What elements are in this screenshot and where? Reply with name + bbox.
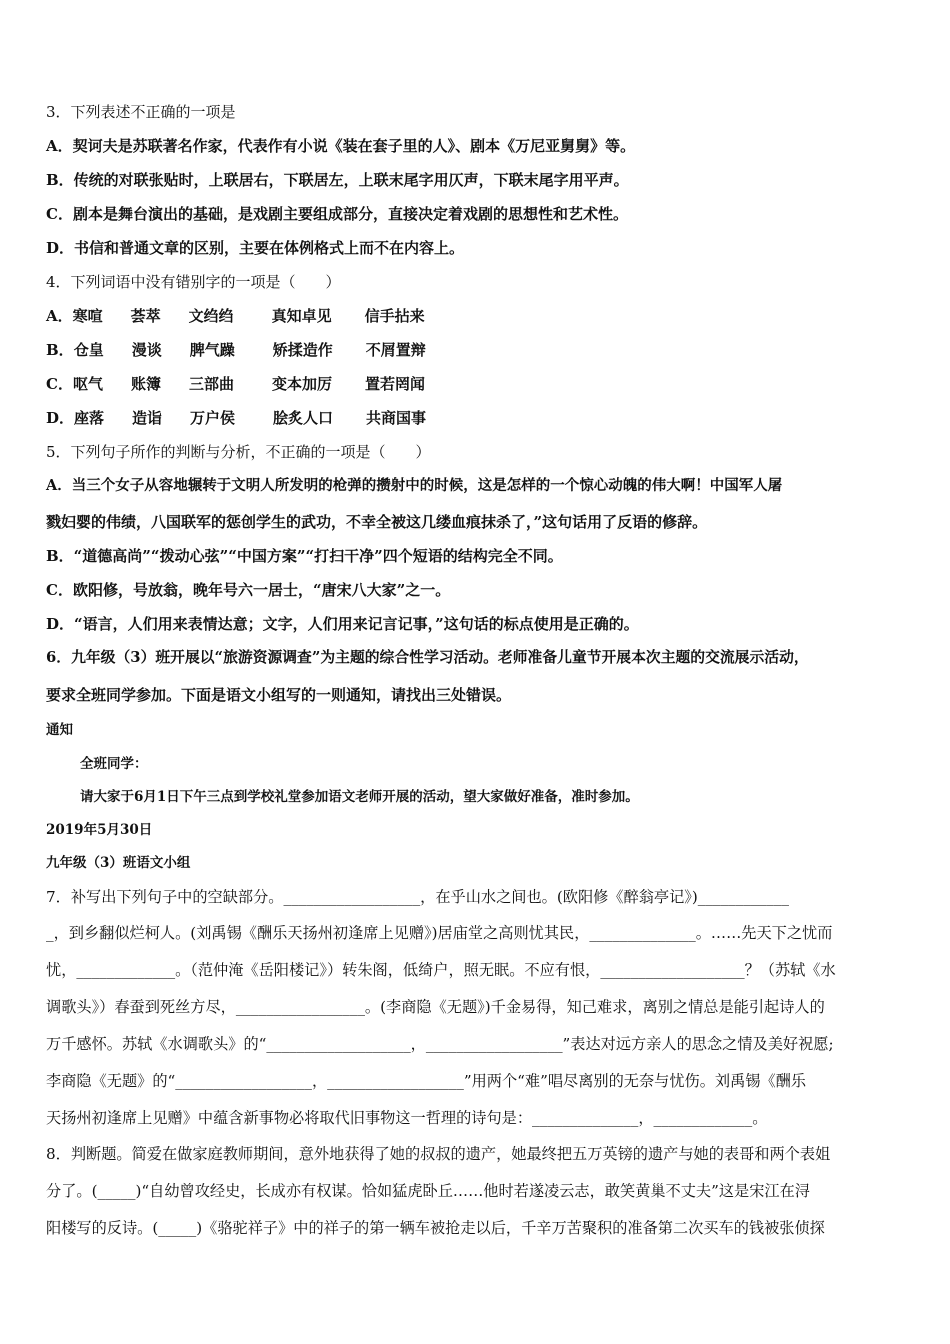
q7-line3: 忧，_____________。（范仲淹《岳阳楼记》）转朱阁，低绮户，照无眠。不应有恨，___________________？（苏轼《水 xyxy=(46,961,836,979)
q7-line5: 万千感怀。苏轼《水调歌头》的“___________________，__________________”表达对远方亲人的思念之情及美好祝愿; xyxy=(46,1035,834,1053)
q4-word: 置若罔闻 xyxy=(364,375,425,393)
q7-line6: 李商隐《无题》的“__________________，__________________”用两个“难”唱尽离别的无奈与忧伤。刘禹锡《酬乐 xyxy=(46,1072,807,1090)
q4-word: 仓皇 xyxy=(73,341,104,359)
notice-greeting: 全班同学： xyxy=(80,756,148,772)
q3-option-c: C．剧本是舞台演出的基础，是戏剧主要组成部分，直接决定着戏剧的思想性和艺术性。 xyxy=(46,205,628,223)
notice-date: 2019年5月30日 xyxy=(46,822,153,838)
q4-word: 共商国事 xyxy=(366,409,427,427)
q4-option-label: D． xyxy=(46,409,75,427)
notice-signer: 九年级（3）班语文小组 xyxy=(46,855,191,871)
q4-word: 万户侯 xyxy=(190,409,236,427)
notice-body: 请大家于6月1日下午三点到学校礼堂参加语文老师开展的活动，望大家做好准备，准时参加。 xyxy=(80,789,639,805)
q4-word: 脾气躁 xyxy=(189,341,235,359)
q3-option-b: B．传统的对联张贴时，上联居右，下联居左，上联末尾字用仄声，下联末尾字用平声。 xyxy=(46,171,629,189)
q4-word: 呕气 xyxy=(72,375,103,393)
q4-word: 脍炙人口 xyxy=(273,409,334,427)
q4-option-label: C． xyxy=(46,375,73,393)
q4-word: 变本加厉 xyxy=(271,375,332,393)
q4-option-b xyxy=(46,340,426,360)
q3-option-d: D．书信和普通文章的区别，主要在体例格式上而不在内容上。 xyxy=(46,239,465,257)
q7-line1: 7．补写出下列句子中的空缺部分。__________________，在乎山水之间也。(欧阳修《醉翁亭记》)____________ xyxy=(46,888,789,906)
q4-word: 造诣 xyxy=(132,409,163,427)
q3-stem: 3．下列表述不正确的一项是 xyxy=(46,103,236,121)
q5-option-b: B．“道德高尚”“拨动心弦”“中国方案”“打扫干净”四个短语的结构完全不同。 xyxy=(46,547,563,565)
notice-title: 通知 xyxy=(46,722,73,738)
q4-word: 三部曲 xyxy=(188,375,234,393)
q4-word: 寒喧 xyxy=(72,307,103,325)
q4-word: 信手拈来 xyxy=(364,307,425,325)
q7-line4: 调歌头》）春蚕到死丝方尽，_________________。(李商隐《无题》)千金易得，知己难求，离别之情总是能引起诗人的 xyxy=(46,998,825,1016)
q4-option-a xyxy=(46,306,425,326)
q4-word: 座落 xyxy=(74,409,105,427)
q4-word: 真知卓见 xyxy=(271,307,332,325)
q5-stem: 5．下列句子所作的判断与分析，不正确的一项是（ ） xyxy=(46,443,431,461)
q5-option-a-line1: A．当三个女子从容地辗转于文明人所发明的枪弹的攒射中的时候，这是怎样的一个惊心动魄的伟大啊！中国军人屠 xyxy=(46,477,783,494)
q4-option-c xyxy=(46,374,425,394)
q4-option-d xyxy=(46,408,426,428)
q4-word: 文绉绉 xyxy=(188,307,234,325)
q6-line2: 要求全班同学参加。下面是语文小组写的一则通知，请找出三处错误。 xyxy=(46,686,512,704)
q4-word: 矫揉造作 xyxy=(272,341,333,359)
q6-line1: 6．九年级（3）班开展以“旅游资源调查”为主题的综合性学习活动。老师准备儿童节开展本次主题的交流展示活动， xyxy=(46,649,809,666)
q4-option-label: B． xyxy=(46,341,74,359)
q3-option-a: A．契诃夫是苏联著名作家，代表作有小说《装在套子里的人》、剧本《万尼亚舅舅》等。 xyxy=(46,137,636,155)
q4-word: 荟萃 xyxy=(130,307,161,325)
q4-option-label: A． xyxy=(46,307,73,325)
q4-word: 漫谈 xyxy=(131,341,162,359)
q4-stem: 4．下列词语中没有错别字的一项是（ ） xyxy=(46,273,341,291)
q8-line3: 阳楼写的反诗。(_____)《骆驼祥子》中的祥子的第一辆车被抢走以后，千辛万苦聚积的准备第二次买车的钱被张侦探 xyxy=(46,1219,825,1237)
q4-word: 账簿 xyxy=(130,375,161,393)
q7-line7: 天扬州初逢席上见赠》中蕴含新事物必将取代旧事物这一哲理的诗句是：______________，_____________。 xyxy=(46,1109,768,1127)
q5-option-a-line2: 戮妇婴的伟绩，八国联军的惩创学生的武功，不幸全被这几缕血痕抹杀了，”这句话用了反语的修辞。 xyxy=(46,513,708,531)
q4-word: 不屑置辩 xyxy=(365,341,426,359)
q7-line2: _，到乡翻似烂柯人。(刘禹锡《酬乐天扬州初逢席上见赠》)居庙堂之高则忧其民，______________。……先天下之忧而 xyxy=(46,924,833,942)
q5-option-c: C．欧阳修，号放翁，晚年号六一居士，“唐宋八大家”之一。 xyxy=(46,581,451,599)
q8-line1: 8．判断题。简爱在做家庭教师期间，意外地获得了她的叔叔的遗产，她最终把五万英镑的遗产与她的表哥和两个表姐 xyxy=(46,1145,831,1163)
q8-line2: 分了。(_____)“自幼曾攻经史，长成亦有权谋。恰如猛虎卧丘……他时若遂凌云志，敢笑黄巢不丈夫”这是宋江在浔 xyxy=(46,1182,810,1200)
q5-option-d: D．“语言，人们用来表情达意；文字，人们用来记言记事，”这句话的标点使用是正确的。 xyxy=(46,615,639,633)
